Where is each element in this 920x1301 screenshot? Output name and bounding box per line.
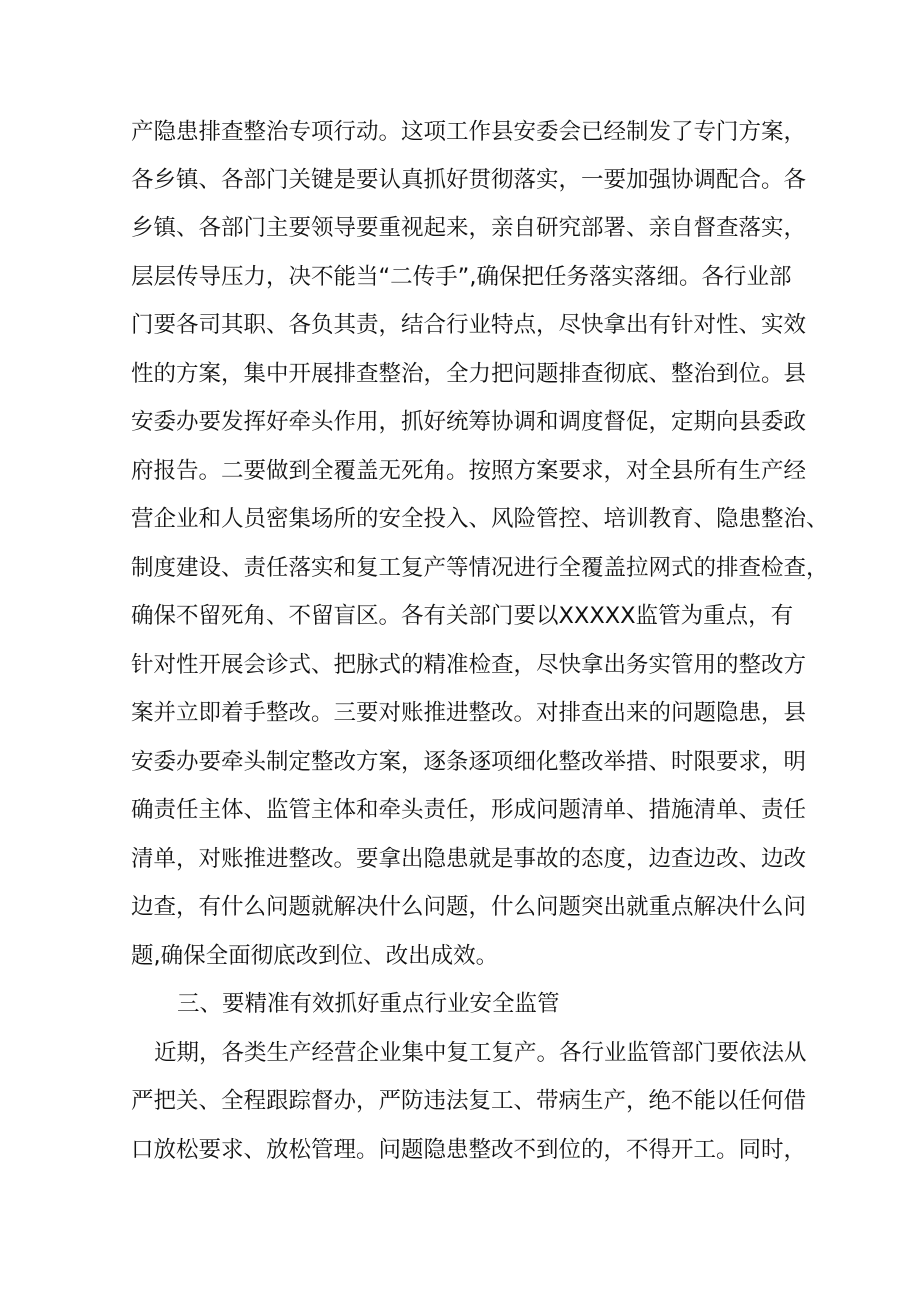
paragraph-line: 口放松要求、放松管理。问题隐患整改不到位的，不得开工。同时，	[131, 1137, 807, 1163]
paragraph-line: 确保不留死角、不留盲区。各有关部门要以XXXXX监管为重点，有	[131, 603, 794, 629]
paragraph-line: 安委办要发挥好牵头作用，抓好统筹协调和调度督促，定期向县委政	[131, 409, 807, 435]
paragraph-line: 各乡镇、各部门关键是要认真抓好贯彻落实，一要加强协调配合。各	[131, 167, 807, 193]
paragraph-line: 门要各司其职、各负其责，结合行业特点，尽快拿出有针对性、实效	[131, 312, 807, 338]
paragraph-line: 安委办要牵头制定整改方案，逐条逐项细化整改举措、时限要求，明	[131, 749, 807, 775]
paragraph-line: 案并立即着手整改。三要对账推进整改。对排查出来的问题隐患，县	[131, 700, 807, 726]
paragraph-line: 清单，对账推进整改。要拿出隐患就是事故的态度，边查边改、边改	[131, 846, 807, 872]
paragraph-line: 乡镇、各部门主要领导要重视起来，亲自研究部署、亲自督查落实，	[131, 215, 807, 241]
paragraph-line: 确责任主体、监管主体和牵头责任，形成问题清单、措施清单、责任	[131, 797, 807, 823]
paragraph-line: 产隐患排查整治专项行动。这项工作县安委会已经制发了专门方案，	[131, 119, 807, 145]
paragraph-line: 层层传导压力，决不能当“二传手”,确保把任务落实落细。各行业部	[131, 264, 792, 290]
paragraph-line: 针对性开展会诊式、把脉式的精准检查，尽快拿出务实管用的整改方	[131, 652, 807, 678]
section-heading: 三、要精准有效抓好重点行业安全监管	[177, 991, 560, 1017]
paragraph-line: 营企业和人员密集场所的安全投入、风险管控、培训教育、隐患整治、	[131, 506, 829, 532]
paragraph-line: 性的方案，集中开展排查整治，全力把问题排查彻底、整治到位。县	[131, 361, 807, 387]
paragraph-line: 近期，各类生产经营企业集中复工复产。各行业监管部门要依法从	[154, 1040, 807, 1066]
paragraph-line: 题,确保全面彻底改到位、改出成效。	[131, 943, 499, 969]
paragraph-line: 制度建设、责任落实和复工复产等情况进行全覆盖拉网式的排查检查，	[131, 555, 829, 581]
paragraph-line: 严把关、全程跟踪督办，严防违法复工、带病生产，绝不能以任何借	[131, 1088, 807, 1114]
paragraph-line: 府报告。二要做到全覆盖无死角。按照方案要求，对全县所有生产经	[131, 458, 807, 484]
paragraph-line: 边查，有什么问题就解决什么问题，什么问题突出就重点解决什么问	[131, 894, 807, 920]
